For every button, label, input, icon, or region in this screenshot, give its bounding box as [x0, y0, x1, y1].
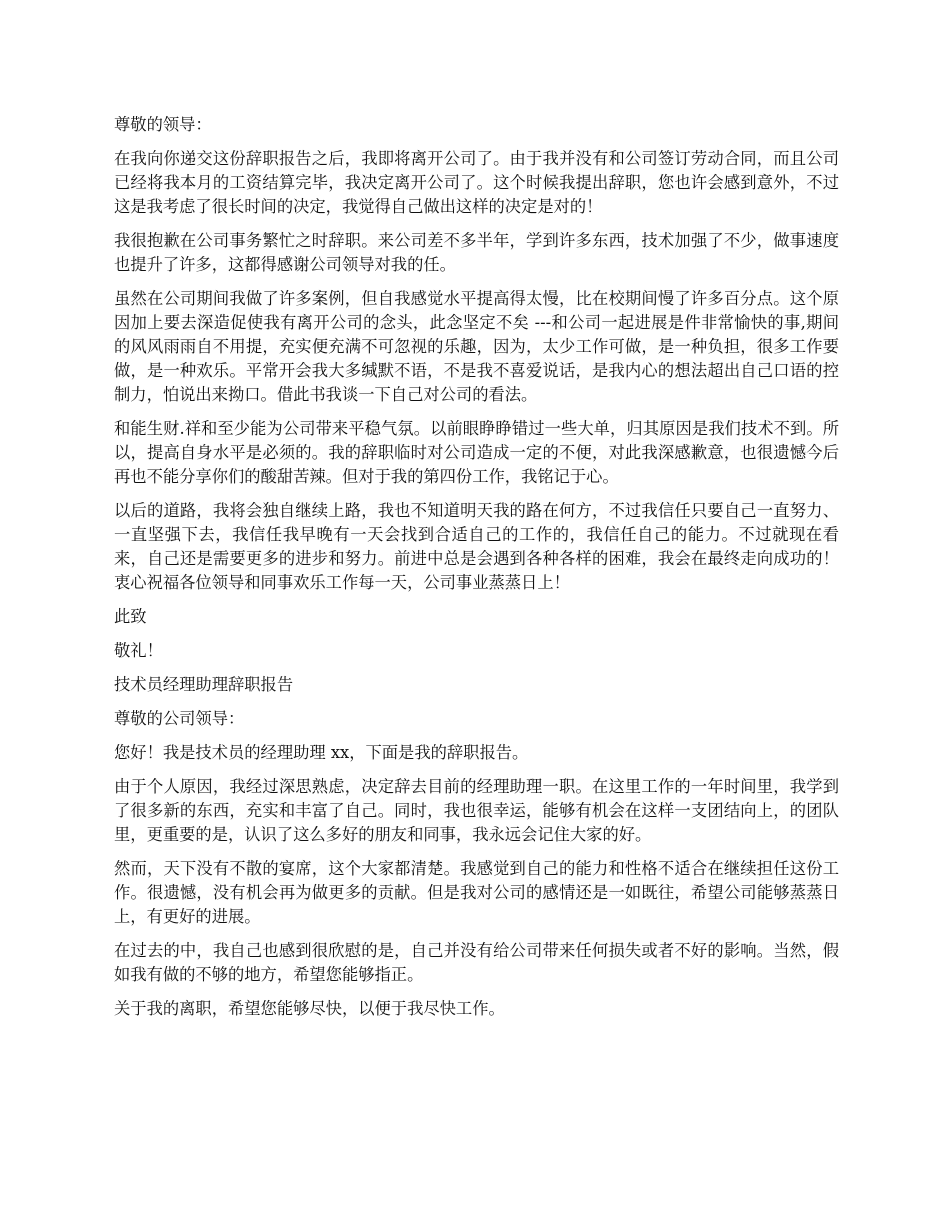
body-paragraph: 在我向你递交这份辞职报告之后，我即将离开公司了。由于我并没有和公司签订劳动合同，而且公司已经将我本月的工资结算完毕，我决定离开公司了。这个时候我提出辞职，您也许会感到意外，不过这是我考虑了很长时间的决定，我觉得自己做出这样的决定是对的！ [114, 149, 839, 216]
body-paragraph: 虽然在公司期间我做了许多案例，但自我感觉水平提高得太慢，比在校期间慢了许多百分点。这个原因加上要去深造促使我有离开公司的念头，此念坚定不矣 ---和公司一起进展是件非常愉快的事,期间的风风雨雨自不用提，充实便充满不可忽视的乐趣，因为，太少工作可做，是一种负担，很多工作要做，是一种欢乐。平常开会我大多缄默不语，不是我不喜爱说话，是我内心的想法超出自己口语的控制力，怕说出来拗口。借此书我谈一下自己对公司的看法。 [114, 289, 839, 404]
body-paragraph: 您好！我是技术员的经理助理 xx，下面是我的辞职报告。 [114, 743, 529, 762]
body-paragraph: 以后的道路，我将会独自继续上路，我也不知道明天我的路在何方，不过我信任只要自己一直努力、一直坚强下去，我信任我早晚有一天会找到合适自己的工作的，我信任自己的能力。不过就现在看来，自己还是需要更多的进步和努力。前进中总是会遇到各种各样的困难，我会在最终走向成功的！衷心祝福各位领导和同事欢乐工作每一天，公司事业蒸蒸日上！ [114, 501, 839, 592]
document-page [114, 113, 839, 1031]
salutation: 尊敬的领导： [114, 115, 212, 134]
closing-line: 此致 [114, 607, 147, 626]
salutation: 尊敬的公司领导： [114, 709, 245, 728]
section-title: 技术员经理助理辞职报告 [114, 675, 294, 694]
body-paragraph: 和能生财.祥和至少能为公司带来平稳气氛。以前眼睁睁错过一些大单，归其原因是我们技术不到。所以，提高自身水平是必须的。我的辞职临时对公司造成一定的不便，对此我深感歉意，也很遗憾今后再也不能分享你们的酸甜苦辣。但对于我的第四份工作，我铭记于心。 [114, 419, 839, 486]
body-paragraph: 在过去的中，我自己也感到很欣慰的是，自己并没有给公司带来任何损失或者不好的影响。当然，假如我有做的不够的地方，希望您能够指正。 [114, 941, 839, 984]
body-paragraph: 关于我的离职，希望您能够尽快，以便于我尽快工作。 [114, 999, 505, 1018]
body-paragraph: 然而，天下没有不散的宴席，这个大家都清楚。我感觉到自己的能力和性格不适合在继续担任这份工作。很遗憾，没有机会再为做更多的贡献。但是我对公司的感情还是一如既往，希望公司能够蒸蒸日上，有更好的进展。 [114, 859, 839, 926]
body-paragraph: 由于个人原因，我经过深思熟虑，决定辞去目前的经理助理一职。在这里工作的一年时间里，我学到了很多新的东西，充实和丰富了自己。同时，我也很幸运，能够有机会在这样一支团结向上，的团队里，更重要的是，认识了这么多好的朋友和同事，我永远会记住大家的好。 [114, 777, 839, 844]
closing-line: 敬礼！ [114, 641, 163, 660]
body-paragraph: 我很抱歉在公司事务繁忙之时辞职。来公司差不多半年，学到许多东西，技术加强了不少，做事速度也提升了许多，这都得感谢公司领导对我的任。 [114, 231, 839, 274]
